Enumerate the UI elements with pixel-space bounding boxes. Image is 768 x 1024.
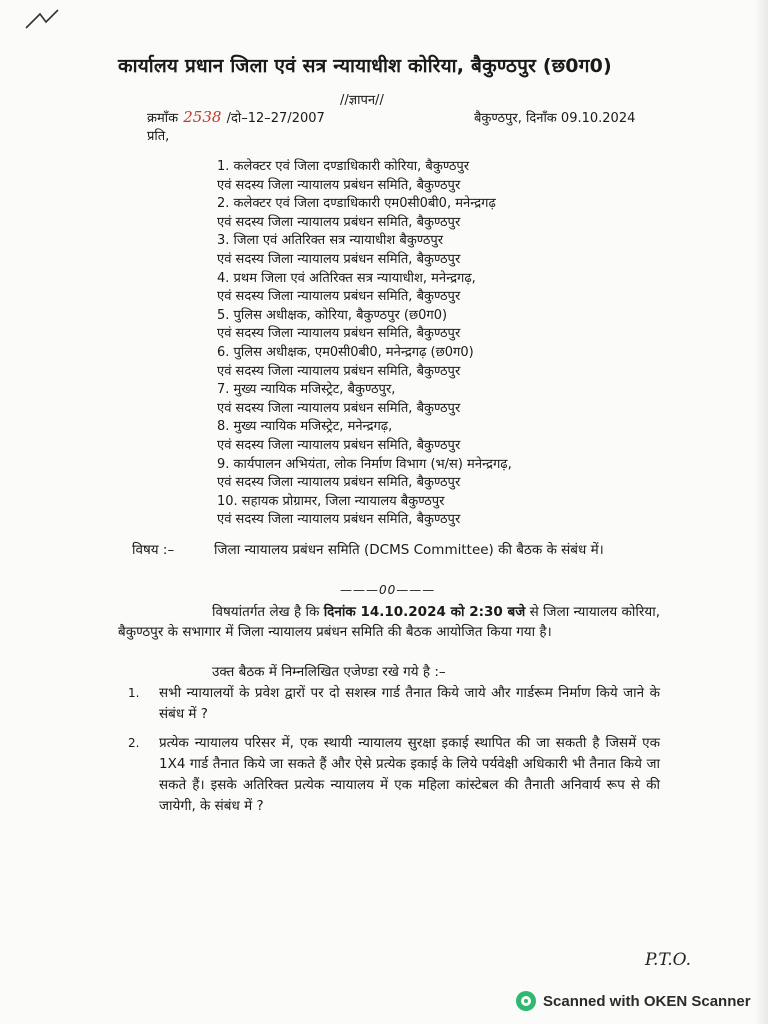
pto-handwritten-note: P.T.O. — [645, 950, 691, 970]
agenda-item — [128, 733, 660, 817]
handwritten-reference-number: 2538 — [183, 108, 222, 126]
recipient-line: एवं सदस्य जिला न्यायालय प्रबंधन समिति, बैकुण्ठपुर — [217, 214, 461, 230]
recipient-line: 1. कलेक्टर एवं जिला दण्डाधिकारी कोरिया, बैकुण्ठपुर — [217, 159, 470, 174]
section-separator: ———00——— — [340, 583, 436, 597]
body-text-rest: से जिला न्यायालय कोरिया, बैकुण्ठपुर के सभागार में जिला न्यायालय प्रबंधन समिति की बैठक आयोजित किया गया है। — [118, 604, 660, 640]
scanner-watermark — [516, 990, 751, 1012]
subject-label: विषय :– — [132, 542, 175, 558]
recipient-line: 6. पुलिस अधीक्षक, एम0सी0बी0, मनेन्द्रगढ़ (छ0ग0) — [217, 344, 474, 360]
scanner-watermark-text: Scanned with OKEN Scanner — [543, 992, 751, 1010]
recipient-line: 3. जिला एवं अतिरिक्त सत्र न्यायाधीश बैकुण्ठपुर — [217, 233, 444, 249]
oken-scanner-logo-icon — [516, 991, 536, 1011]
office-title: कार्यालय प्रधान जिला एवं सत्र न्यायाधीश कोरिया, बैकुण्ठपुर (छ0ग0) — [118, 55, 612, 77]
agenda-text: प्रत्येक न्यायालय परिसर में, एक स्थायी न्यायालय सुरक्षा इकाई स्थापित की जा सकती है जिसमें एक 1X4 गार्ड तैनात किये जा सकते हैं और ऐसे प्रत्येक इकाई के लिये पर्यवेक्षी अधिकारी भी तैनात किये जा सकते हैं। इसके अतिरिक्त प्रत्येक न्यायालय में एक महिला कांस्टेबल की तैनाती अनिवार्य रूप से की जायेगी, के संबंध में ? — [159, 735, 660, 814]
recipient-line: एवं सदस्य जिला न्यायालय प्रबंधन समिति, बैकुण्ठपुर — [217, 326, 461, 342]
agenda-text: सभी न्यायालयों के प्रवेश द्वारों पर दो सशस्त्र गार्ड तैनात किये जाये और गार्डरूम निर्माण किये जाने के संबंध में ? — [159, 685, 660, 722]
agenda-number: 1. — [128, 686, 140, 700]
reference-suffix: /दो–12–27/2007 — [226, 111, 325, 126]
recipient-line: एवं सदस्य जिला न्यायालय प्रबंधन समिति, बैकुण्ठपुर — [217, 177, 461, 193]
body-text-intro: विषयांतर्गत लेख है कि — [212, 604, 320, 620]
recipient-line: एवं सदस्य जिला न्यायालय प्रबंधन समिति, बैकुण्ठपुर — [217, 289, 461, 305]
place-date: बैकुण्ठपुर, दिनाँक 09.10.2024 — [474, 111, 636, 126]
recipient-line: एवं सदस्य जिला न्यायालय प्रबंधन समिति, बैकुण्ठपुर — [217, 475, 461, 491]
recipient-line: 7. मुख्य न्यायिक मजिस्ट्रेट, बैकुण्ठपुर, — [217, 382, 396, 398]
meeting-date-time: दिनांक 14.10.2024 को 2:30 बजे — [323, 604, 526, 620]
agenda-number: 2. — [128, 736, 140, 750]
recipient-line: 10. सहायक प्रोग्रामर, जिला न्यायालय बैकुण्ठपुर — [217, 493, 445, 509]
recipient-line: एवं सदस्य जिला न्यायालय प्रबंधन समिति, बैकुण्ठपुर — [217, 363, 461, 379]
to-label: प्रति, — [147, 129, 170, 144]
recipient-line: एवं सदस्य जिला न्यायालय प्रबंधन समिति, बैकुण्ठपुर — [217, 437, 461, 453]
recipient-line: एवं सदस्य जिला न्यायालय प्रबंधन समिति, बैकुण्ठपुर — [217, 512, 461, 528]
recipient-line: 5. पुलिस अधीक्षक, कोरिया, बैकुण्ठपुर (छ0ग0) — [217, 307, 448, 323]
recipient-list — [217, 158, 637, 530]
recipient-line: 4. प्रथम जिला एवं अतिरिक्त सत्र न्यायाधीश, मनेन्द्रगढ़, — [217, 270, 476, 286]
scan-shadow-edge — [754, 0, 768, 1024]
reference-prefix: क्रमाँक — [147, 111, 179, 126]
recipient-line: 8. मुख्य न्यायिक मजिस्ट्रेट, मनेन्द्रगढ़, — [217, 419, 393, 435]
recipient-line: 2. कलेक्टर एवं जिला दण्डाधिकारी एम0सी0बी0, मनेन्द्रगढ़ — [217, 196, 496, 212]
memo-tag: //ज्ञापन// — [340, 93, 384, 108]
recipient-line: 9. कार्यपालन अभियंता, लोक निर्माण विभाग (भ/स) मनेन्द्रगढ़, — [217, 456, 512, 472]
recipient-line: एवं सदस्य जिला न्यायालय प्रबंधन समिति, बैकुण्ठपुर — [217, 400, 461, 416]
subject-text: जिला न्यायालय प्रबंधन समिति (DCMS Committee) की बैठक के संबंध में। — [214, 542, 604, 558]
agenda-intro: उक्त बैठक में निम्नलिखित एजेण्डा रखे गये है :– — [212, 664, 446, 680]
reference-number-line — [147, 108, 325, 126]
handwritten-corner-mark — [22, 8, 62, 32]
recipient-line: एवं सदस्य जिला न्यायालय प्रबंधन समिति, बैकुण्ठपुर — [217, 251, 461, 267]
body-paragraph — [118, 602, 660, 642]
agenda-item — [128, 683, 660, 725]
